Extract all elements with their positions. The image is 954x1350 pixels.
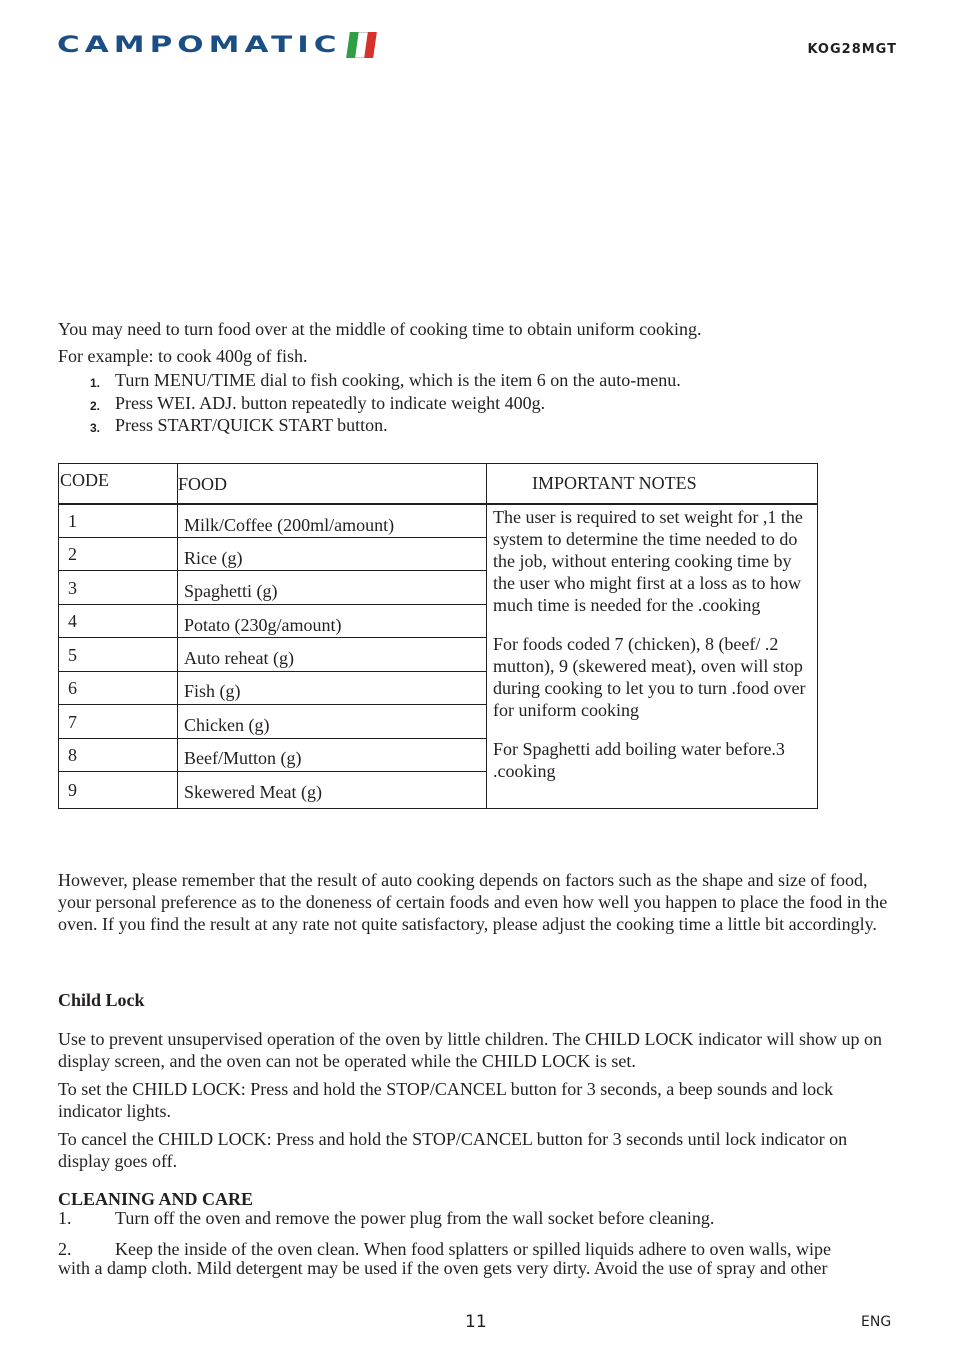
child-lock-paragraph: Use to prevent unsupervised operation of the oven by little children. The CHILD LOCK indicator will show up on display screen, and the oven can not be operated while the CHILD LOCK is set. <box>58 1029 883 1071</box>
auto-result-paragraph: However, please remember that the result of auto cooking depends on factors such as the shape and size of food, your personal preference as to the doneness of certain foods and even how well you happen to place the food in the oven. If you find the result at any rate not quite satisfactory, please adjust the cooking time a little bit accordingly. <box>58 870 888 934</box>
step-text: Press START/QUICK START button. <box>115 415 388 435</box>
row-code: 7 <box>68 712 77 732</box>
notes-cell <box>493 506 813 782</box>
step-number: 3. <box>90 421 101 435</box>
row-code: 4 <box>68 611 77 631</box>
row-food: Auto reheat (g) <box>184 648 294 668</box>
row-code: 5 <box>68 645 77 665</box>
step-number: 1. <box>90 376 101 390</box>
row-food: Beef/Mutton (g) <box>184 748 302 768</box>
row-food: Potato (230g/amount) <box>184 615 342 635</box>
list-item <box>90 369 895 391</box>
item-number: 1. <box>58 1208 72 1228</box>
item-text: Keep the inside of the oven clean. When food splatters or spilled liquids adhere to oven walls, wipe <box>115 1239 831 1259</box>
note-3: For Spaghetti add boiling water before.3 .cooking <box>493 739 785 781</box>
header-code: CODE <box>60 470 109 490</box>
brand-logo <box>57 29 375 61</box>
row-food: Spaghetti (g) <box>184 581 278 601</box>
row-food: Chicken (g) <box>184 715 270 735</box>
language-label: ENG <box>861 1314 892 1330</box>
row-code: 3 <box>68 578 77 598</box>
row-code: 6 <box>68 678 77 698</box>
model-number: KOG28MGT <box>807 42 897 57</box>
example-line: For example: to cook 400g of fish. <box>58 346 308 366</box>
cleaning-heading: CLEANING AND CARE <box>58 1189 254 1209</box>
row-code: 8 <box>68 745 77 765</box>
row-food: Fish (g) <box>184 681 241 701</box>
note-1: The user is required to set weight for ,1 the system to determine the time needed to do the job, without entering cooking time by the user who might first at a loss as to how much time is needed for the .cooking <box>493 507 803 615</box>
list-item <box>90 414 895 436</box>
item-text: Turn off the oven and remove the power plug from the wall socket before cleaning. <box>115 1208 715 1228</box>
list-item <box>58 1240 898 1278</box>
list-item <box>58 1207 898 1229</box>
auto-menu-table <box>58 463 818 809</box>
row-food: Skewered Meat (g) <box>184 782 322 802</box>
row-code: 2 <box>68 544 77 564</box>
set-child-lock-paragraph: To set the CHILD LOCK: Press and hold the STOP/CANCEL button for 3 seconds, a beep sounds and lock indicator lights. <box>58 1079 834 1121</box>
page-number: 11 <box>465 1312 487 1332</box>
note-2: For foods coded 7 (chicken), 8 (beef/ .2 mutton), 9 (skewered meat), oven will stop during cooking to let you to turn .food over for uniform cooking <box>493 634 806 720</box>
child-lock-heading: Child Lock <box>58 990 145 1010</box>
cancel-child-lock-paragraph: To cancel the CHILD LOCK: Press and hold the STOP/CANCEL button for 3 seconds until lock indicator on display goes off. <box>58 1129 848 1171</box>
header-notes: IMPORTANT NOTES <box>532 473 697 493</box>
item-text-continued: with a damp cloth. Mild detergent may be used if the oven gets very dirty. Avoid the use of spray and other <box>58 1258 828 1278</box>
row-food: Milk/Coffee (200ml/amount) <box>184 515 395 535</box>
row-code: 1 <box>68 511 77 531</box>
step-number: 2. <box>90 399 101 413</box>
step-text: Turn MENU/TIME dial to fish cooking, which is the item 6 on the auto-menu. <box>115 370 681 390</box>
italian-flag-icon <box>346 32 377 58</box>
turn-note: You may need to turn food over at the middle of cooking time to obtain uniform cooking. <box>58 319 702 339</box>
list-item <box>90 392 895 414</box>
item-number: 2. <box>58 1239 72 1259</box>
brand-name: CAMPOMATIC <box>57 32 342 58</box>
step-text: Press WEI. ADJ. button repeatedly to indicate weight 400g. <box>115 393 546 413</box>
row-food: Rice (g) <box>184 548 243 568</box>
row-code: 9 <box>68 780 77 800</box>
header-food: FOOD <box>178 474 228 494</box>
